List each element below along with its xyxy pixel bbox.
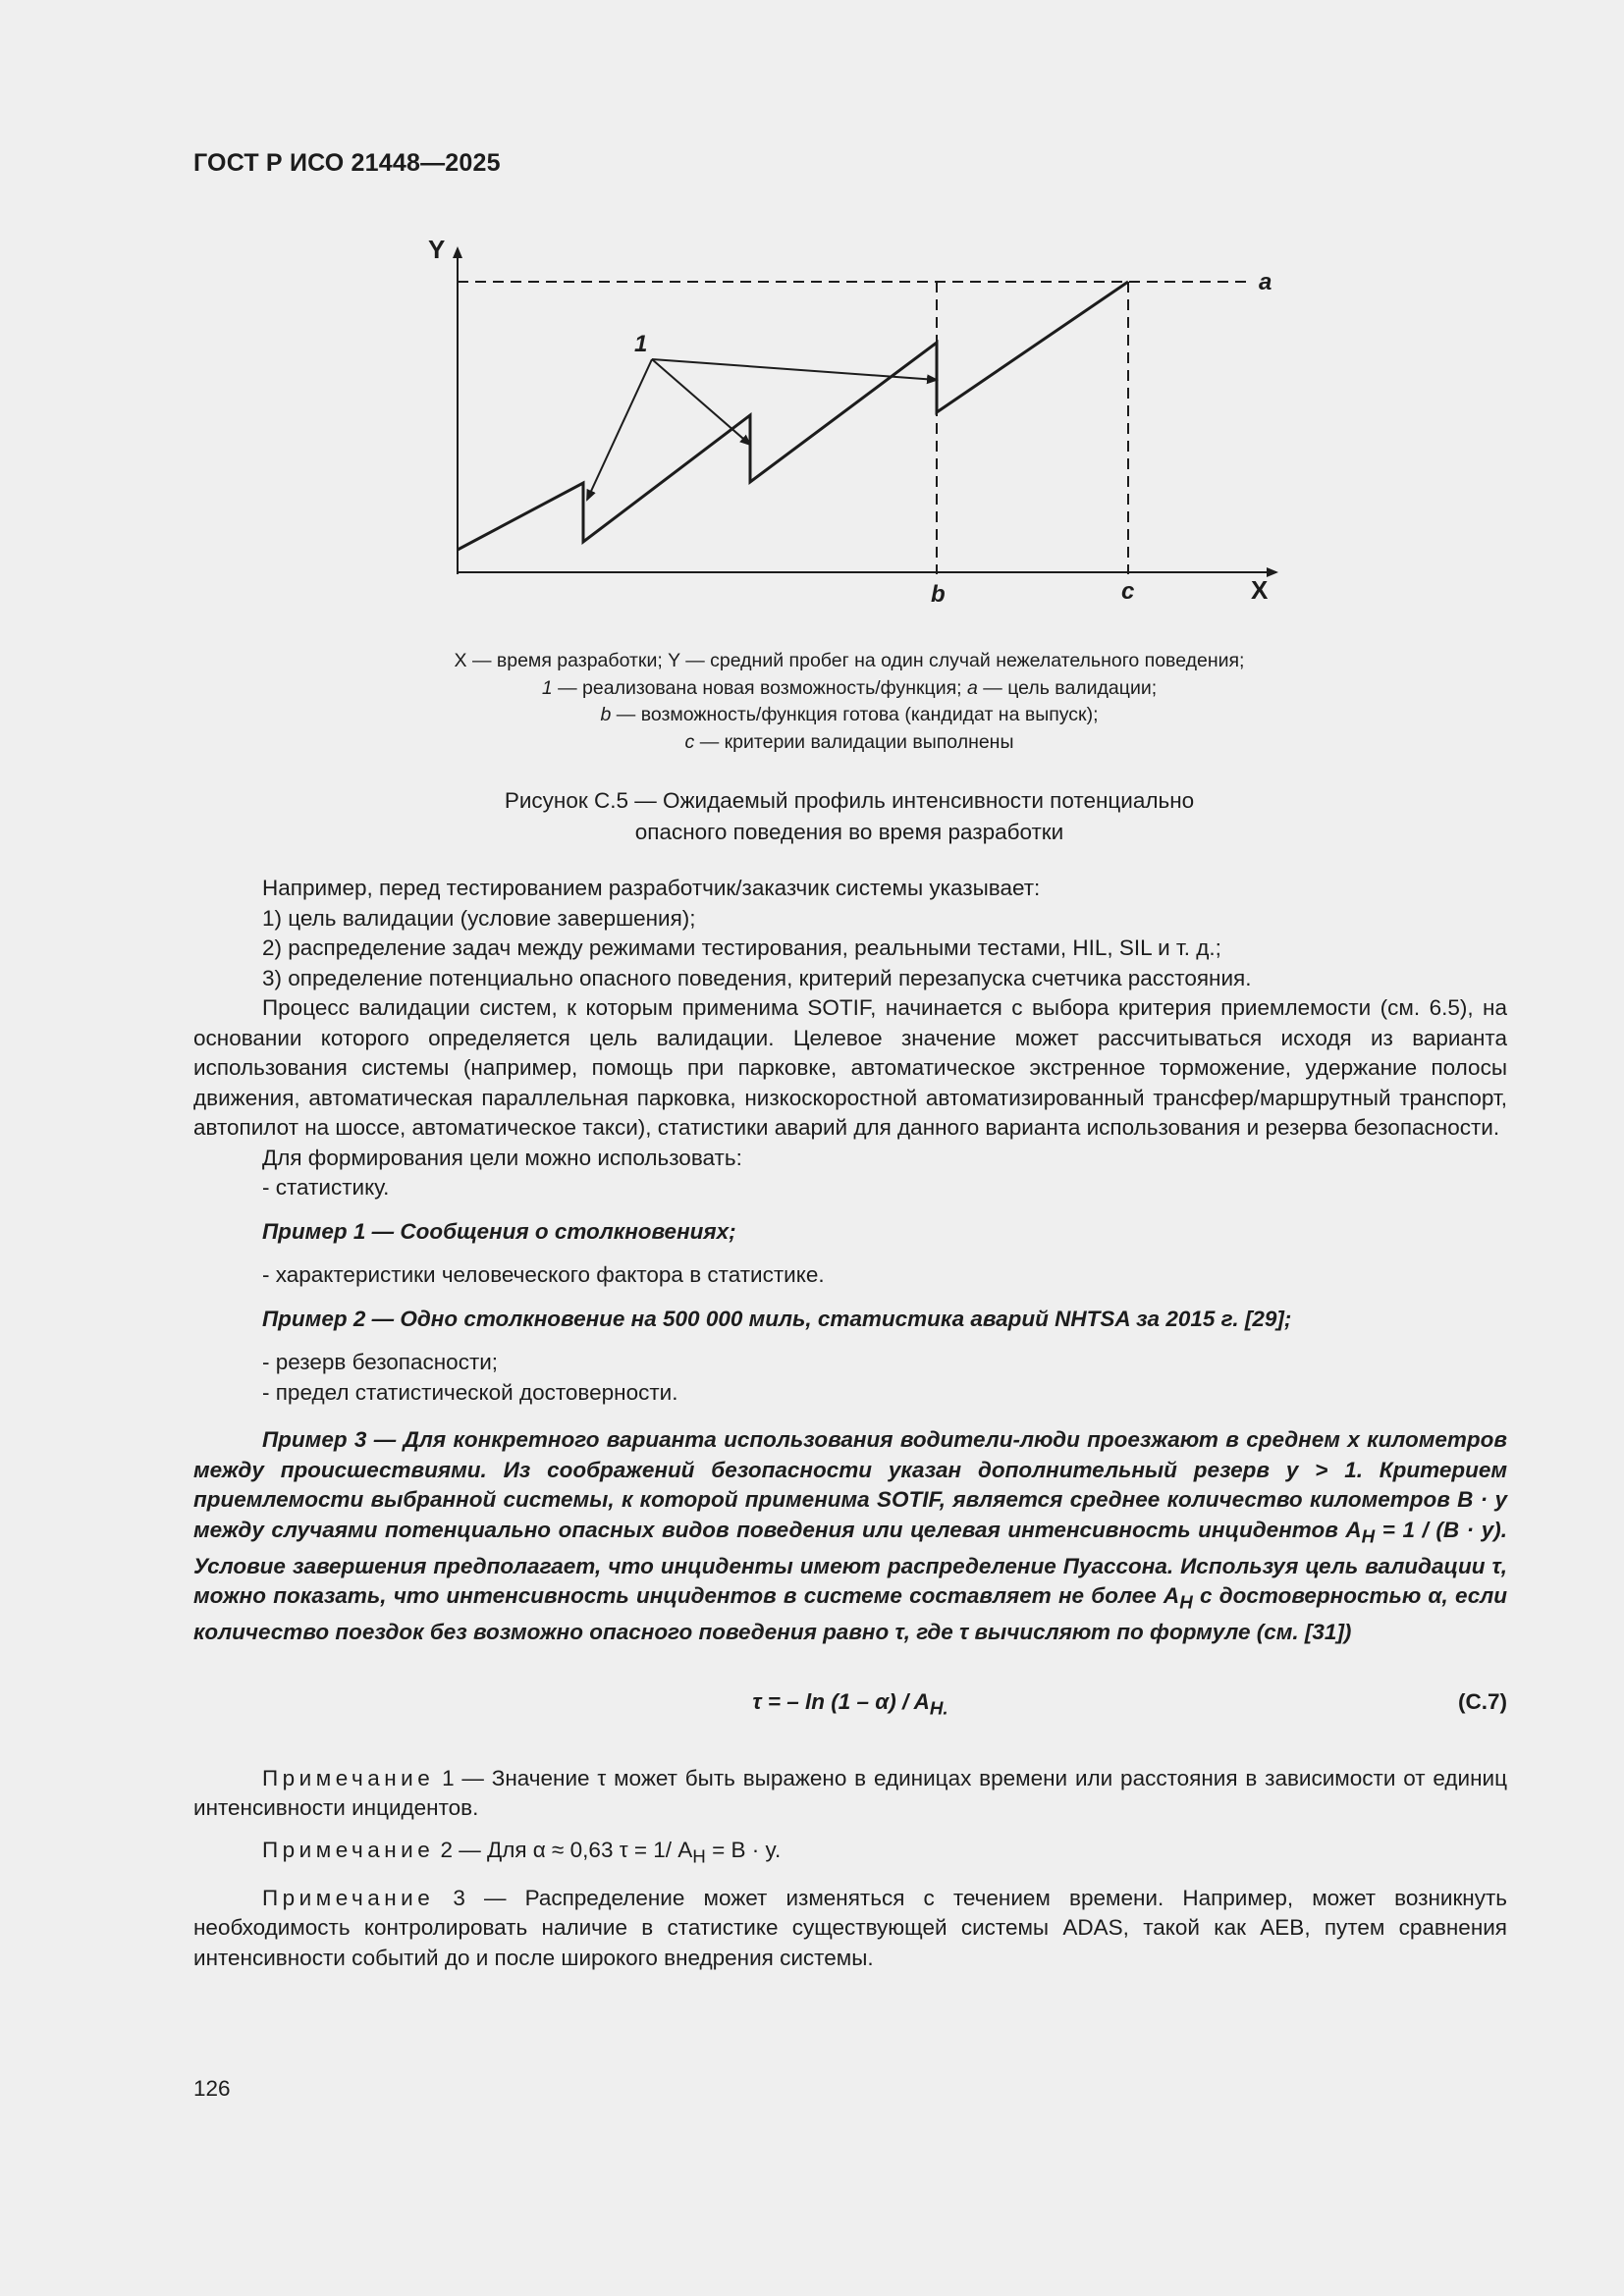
formula-number: (С.7): [1458, 1688, 1507, 1714]
example-3: [193, 1425, 1507, 1648]
example-2: Пример 2 — Одно столкновение на 500 000 миль, статистика аварий NHTSA за 2015 г. [29];: [262, 1306, 1292, 1331]
legend-text-c: — критерии валидации выполнены: [694, 730, 1014, 753]
note-label: Примечание: [262, 1885, 435, 1910]
label-b: b: [931, 581, 946, 608]
dash-item: - характеристики человеческого фактора в статистике.: [262, 1262, 825, 1287]
note-1: [193, 1764, 1507, 1824]
legend-key-c: c: [684, 730, 695, 753]
legend-key-1: 1: [541, 676, 553, 699]
paragraph-validation: Процесс валидации систем, к которым применима SOTIF, начинается с выбора критерия приемлемости (см. 6.5), на основании которого определяется цель валидации. Целевое значение может рассчитываться исходя из варианта использования системы (например, помощь при парковке, автоматическое экстренное торможение, удержание полосы движения, автоматическая параллельная парковка, низкоскоростной автоматизированный трансфер/маршрутный транспорт, автопилот на шоссе, автоматическое такси), статистики аварий для данного варианта использования и резерва безопасности.: [193, 995, 1507, 1140]
example-1: Пример 1 — Сообщения о столкновениях;: [262, 1218, 736, 1244]
pointer-arrow-1: [587, 359, 652, 500]
pointer-arrow-2: [652, 359, 750, 445]
formula-row: [193, 1687, 1507, 1727]
subscript-h: H: [1179, 1591, 1193, 1613]
formula: [193, 1687, 1507, 1724]
example-3-part-3: с достоверностью α, если количество поездок без возможно опасного поведения равно τ, где τ вычисляют по формуле (см. [31]): [193, 1583, 1507, 1644]
note-3-text: 3 — Распределение может изменяться с течением времени. Например, может возникнуть необходимость контролировать наличие в статистике существующей системы ADAS, такой как AEB, путем сравнения интенсивности событий до и после широкого внедрения системы.: [193, 1885, 1507, 1970]
label-a: a: [1259, 269, 1272, 295]
figure-diagram: [412, 231, 1296, 618]
y-axis-label: Y: [428, 235, 446, 264]
legend-text-b: — возможность/функция готова (кандидат на выпуск);: [611, 704, 1099, 725]
caption-line-1: Рисунок С.5 — Ожидаемый профиль интенсивности потенциально: [504, 788, 1195, 813]
paragraph-goal: Для формирования цели можно использовать:: [262, 1145, 742, 1170]
label-1: 1: [634, 331, 648, 357]
example-3-part-2: = 1 / (B · y). Условие завершения предполагает, что инциденты имеют распределение Пуассона. Используя цель валидации τ, можно показать, что интенсивность инцидентов в системе составляет не более A: [193, 1517, 1508, 1608]
note-2: [193, 1836, 1507, 1872]
note-2-text-b: = B · y.: [705, 1837, 782, 1862]
figure-legend: [295, 648, 1404, 756]
dash-item: - резерв безопасности;: [262, 1350, 499, 1374]
legend-line-4: [295, 729, 1404, 757]
body-text: [193, 874, 1507, 1973]
profile-curve: [458, 282, 1128, 550]
legend-key-b: b: [600, 704, 612, 725]
legend-text-1: — реализована новая возможность/функция;: [552, 676, 967, 699]
label-c: c: [1121, 578, 1135, 605]
pointer-arrow-3: [652, 359, 937, 380]
legend-line-2: [295, 675, 1404, 703]
note-3: [193, 1884, 1507, 1974]
example-3-part-1: Пример 3 — Для конкретного варианта использования водители-люди проезжают в среднем x километров между происшествиями. Из соображений безопасности указан дополнительный резерв y > 1. Критерием приемлемости выбранной системы, к которой применима SOTIF, является среднее количество километров B · y между случаями потенциально опасных видов поведения или целевая интенсивность инцидентов A: [193, 1427, 1507, 1542]
legend-line-1: X — время разработки; Y — средний пробег на один случай нежелательного поведения;: [454, 650, 1245, 671]
document-header: ГОСТ Р ИСО 21448—2025: [193, 149, 501, 177]
note-1-text: 1 — Значение τ может быть выражено в единицах времени или расстояния в зависимости от единиц интенсивности инцидентов.: [193, 1765, 1507, 1820]
caption-line-2: опасного поведения во время разработки: [634, 820, 1064, 844]
figure-c5: [412, 231, 1296, 618]
note-label: Примечание: [262, 1837, 435, 1862]
legend-key-a: a: [967, 676, 978, 699]
dash-item: - предел статистической достоверности.: [262, 1379, 678, 1405]
x-axis-label: X: [1251, 575, 1269, 605]
list-item: 2) распределение задач между режимами тестирования, реальными тестами, HIL, SIL и т. д.;: [262, 935, 1221, 960]
legend-line-3: [295, 702, 1404, 729]
subscript-h: H: [1361, 1525, 1376, 1546]
list-item: 1) цель валидации (условие завершения);: [262, 905, 696, 931]
formula-main: τ = – ln (1 – α) / A: [752, 1688, 930, 1714]
list-item: 3) определение потенциально опасного поведения, критерий перезапуска счетчика расстояния.: [262, 965, 1252, 990]
paragraph-intro: Например, перед тестированием разработчик/заказчик системы указывает:: [262, 876, 1041, 900]
subscript-h: H: [692, 1845, 706, 1866]
figure-caption: [295, 785, 1404, 848]
note-2-text-a: 2 — Для α ≈ 0,63 τ = 1/ A: [434, 1837, 693, 1862]
note-label: Примечание: [262, 1765, 435, 1790]
legend-text-a: — цель валидации;: [977, 676, 1158, 699]
page-number: 126: [193, 2076, 231, 2101]
dash-item: - статистику.: [262, 1175, 390, 1200]
formula-subscript: H.: [929, 1697, 948, 1718]
